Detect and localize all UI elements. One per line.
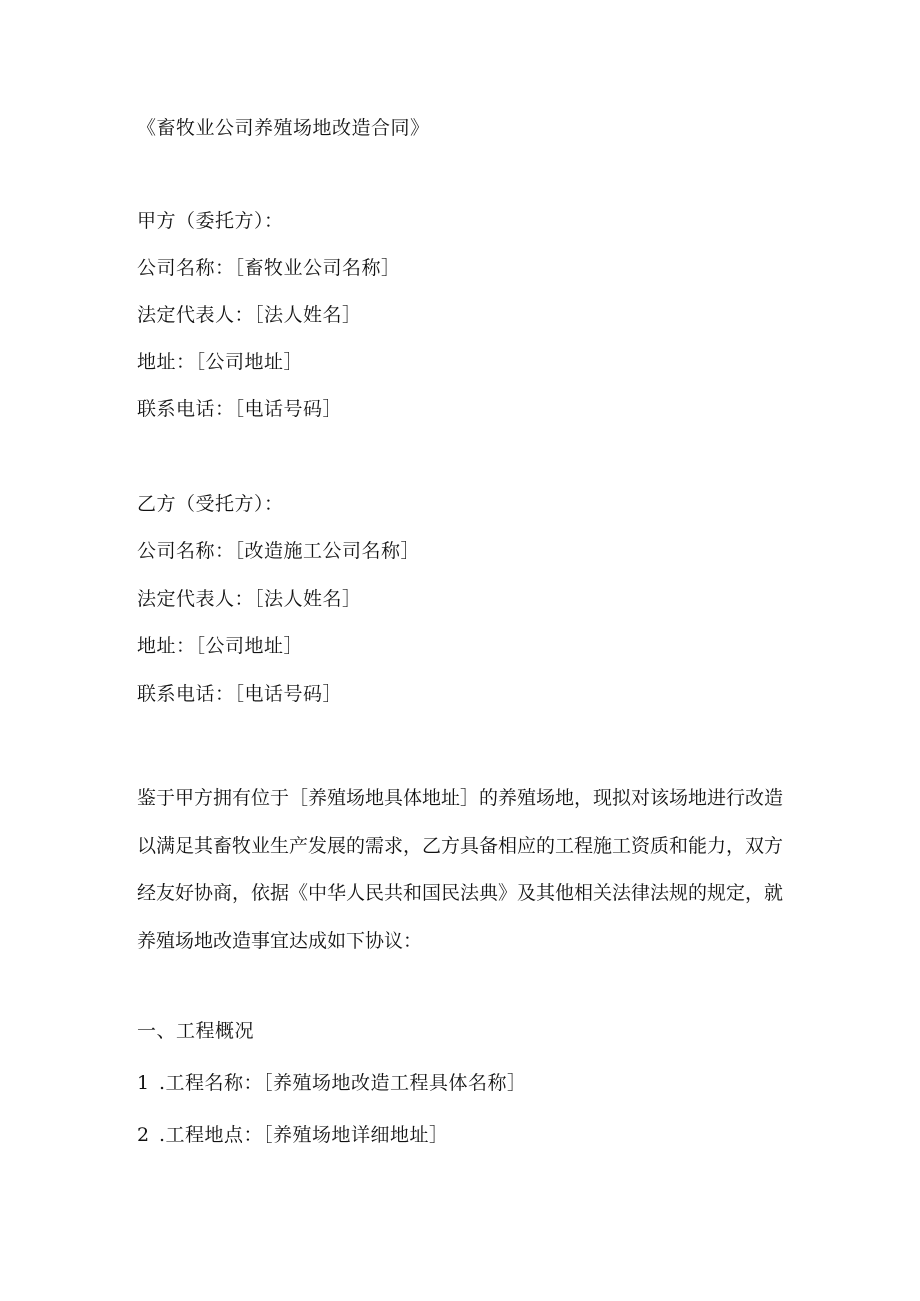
party-b-heading: 乙方（受托方）： <box>137 493 284 515</box>
party-a-phone: 联系电话：［电话号码］ <box>137 398 343 420</box>
list-item-text: .工程地点：［养殖场地详细地址］ <box>159 1124 449 1146</box>
list-item-text: .工程名称：［养殖场地改造工程具体名称］ <box>159 1072 527 1094</box>
preamble-line: 以满足其畜牧业生产发展的需求，乙方具备相应的工程施工资质和能力，双方 <box>137 834 784 857</box>
party-a-heading: 甲方（委托方）： <box>137 210 284 232</box>
list-item <box>137 1122 449 1148</box>
party-b-company: 公司名称：［改造施工公司名称］ <box>137 540 421 562</box>
preamble-line: 经友好协商，依据《中华人民共和国民法典》及其他相关法律法规的规定，就 <box>137 882 784 904</box>
section-heading: 一、工程概况 <box>137 1020 255 1042</box>
party-a-address: 地址：［公司地址］ <box>137 351 304 373</box>
party-b-address: 地址：［公司地址］ <box>137 635 304 657</box>
preamble-line: 养殖场地改造事宜达成如下协议： <box>137 929 423 952</box>
party-b-phone: 联系电话：［电话号码］ <box>137 683 343 705</box>
preamble-line: 鉴于甲方拥有位于［养殖场地具体地址］的养殖场地，现拟对该场地进行改造 <box>137 787 784 809</box>
contract-title: 《畜牧业公司养殖场地改造合同》 <box>137 117 430 139</box>
party-a-representative: 法定代表人：［法人姓名］ <box>137 304 362 326</box>
list-item <box>137 1070 527 1096</box>
party-a-company: 公司名称：［畜牧业公司名称］ <box>137 257 401 279</box>
party-b-representative: 法定代表人：［法人姓名］ <box>137 588 362 610</box>
list-item-number: 2 <box>137 1124 150 1146</box>
list-item-number: 1 <box>137 1072 150 1094</box>
preamble-paragraph <box>137 775 784 965</box>
